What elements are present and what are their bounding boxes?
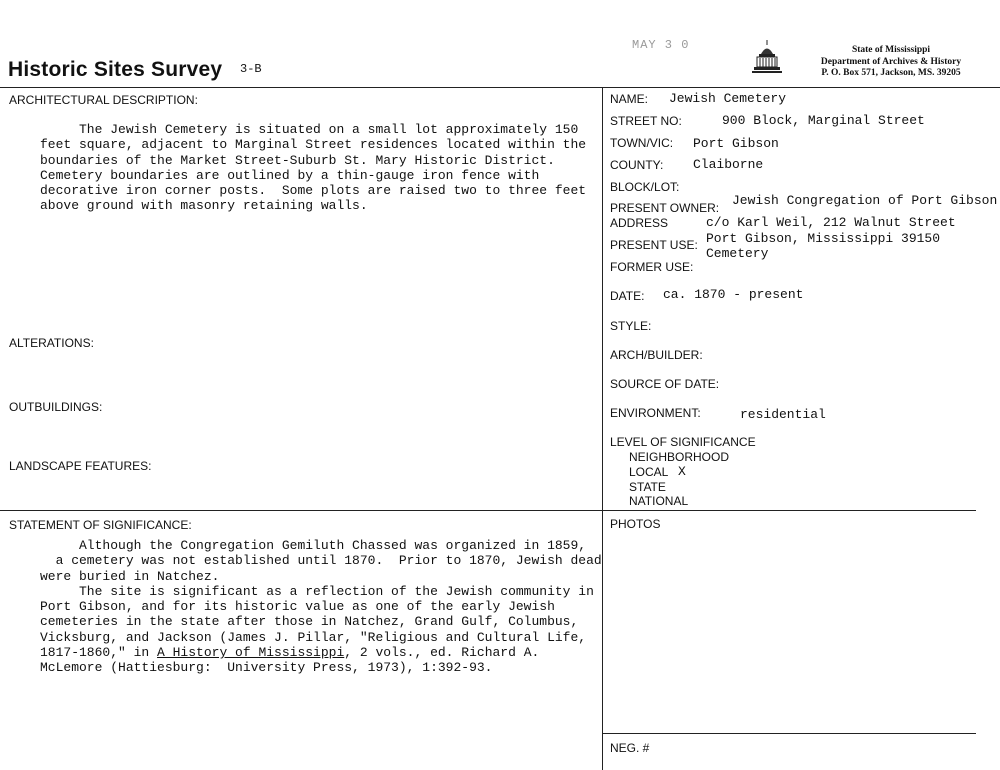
street-no-value: 900 Block, Marginal Street	[722, 113, 925, 128]
agency-address	[806, 45, 976, 80]
statement-of-significance-text: Although the Congregation Gemiluth Chassed was organized in 1859, a cemetery was not established until 1870. Prior to 1870, Jewish dead were buried in Natchez. The site is significant as a reflection of the Jewish community in Port Gibson, and for its historic value as one of the early Jewish cemeteries in the state after those in Natchez, Grand Gulf, Columbus, Vicksburg, and Jackson (James J. Pillar, "Religious and Cultural Life, 1817-1860," in A History of Mississippi, 2 vols., ed. Richard A. McLemore (Hattiesburg: University Press, 1973), 1:392-93.	[40, 538, 602, 676]
section-divider	[0, 510, 976, 511]
county-value: Claiborne	[693, 157, 764, 172]
date-value: ca. 1870 - present	[663, 287, 804, 302]
capitol-seal-icon	[752, 38, 782, 83]
level-state-label: STATE	[629, 480, 666, 494]
arch-builder-label: ARCH/BUILDER:	[610, 348, 703, 362]
source-of-date-label: SOURCE OF DATE:	[610, 377, 720, 391]
name-value: Jewish Cemetery	[669, 91, 787, 106]
name-label: NAME:	[610, 92, 649, 106]
photos-label: PHOTOS	[610, 517, 661, 531]
architectural-description-text: The Jewish Cemetery is situated on a small lot approximately 150 feet square, adjacent to Marginal Street residences located within the boundaries of the Market Street-Suburb St. Mary Historic District. Cemetery boundaries are outlined by a thin-gauge iron fence with decorative iron corner posts. Some plots are raised two to three feet above ground with masonry retaining walls.	[40, 122, 587, 214]
present-use-label: PRESENT USE:	[610, 238, 698, 252]
outbuildings-label: OUTBUILDINGS:	[9, 400, 103, 414]
address-value-line-2: Port Gibson, Mississippi 39150	[706, 231, 941, 246]
alterations-label: ALTERATIONS:	[9, 336, 94, 350]
environment-value: residential	[740, 407, 826, 422]
level-national-label: NATIONAL	[629, 494, 689, 508]
header-divider	[0, 87, 1000, 88]
county-label: COUNTY:	[610, 158, 664, 172]
level-of-significance-label: LEVEL OF SIGNIFICANCE	[610, 435, 756, 449]
style-label: STYLE:	[610, 319, 652, 333]
former-use-label: FORMER USE:	[610, 260, 694, 274]
environment-label: ENVIRONMENT:	[610, 406, 701, 420]
page-title: Historic Sites Survey	[8, 58, 223, 81]
town-vic-label: TOWN/VIC:	[610, 136, 674, 150]
architectural-description-label: ARCHITECTURAL DESCRIPTION:	[9, 93, 198, 107]
present-owner-label: PRESENT OWNER:	[610, 201, 720, 215]
address-value-line-1: c/o Karl Weil, 212 Walnut Street	[706, 215, 956, 230]
present-owner-value: Jewish Congregation of Port Gibson	[732, 193, 998, 208]
column-divider	[602, 87, 603, 770]
block-lot-label: BLOCK/LOT:	[610, 180, 680, 194]
book-title: A History of Mississippi	[157, 645, 345, 661]
agency-line-1: State of Mississippi	[851, 45, 931, 55]
address-label: ADDRESS	[610, 216, 669, 230]
date-stamp: MAY 3 0	[632, 38, 690, 52]
landscape-features-label: LANDSCAPE FEATURES:	[9, 459, 152, 473]
level-neighborhood-label: NEIGHBORHOOD	[629, 450, 730, 464]
agency-line-3: P. O. Box 571, Jackson, MS. 39205	[821, 68, 961, 78]
level-local-label: LOCAL	[629, 465, 669, 479]
present-use-value: Cemetery	[706, 246, 769, 261]
town-vic-value: Port Gibson	[693, 136, 779, 151]
street-no-label: STREET NO:	[610, 114, 682, 128]
neg-number-label: NEG. #	[610, 741, 650, 755]
level-local-mark: X	[678, 464, 686, 479]
neg-divider	[602, 733, 976, 734]
agency-line-2: Department of Archives & History	[820, 56, 962, 67]
form-number: 3-B	[240, 62, 262, 76]
date-label: DATE:	[610, 289, 645, 303]
statement-of-significance-label: STATEMENT OF SIGNIFICANCE:	[9, 518, 192, 532]
